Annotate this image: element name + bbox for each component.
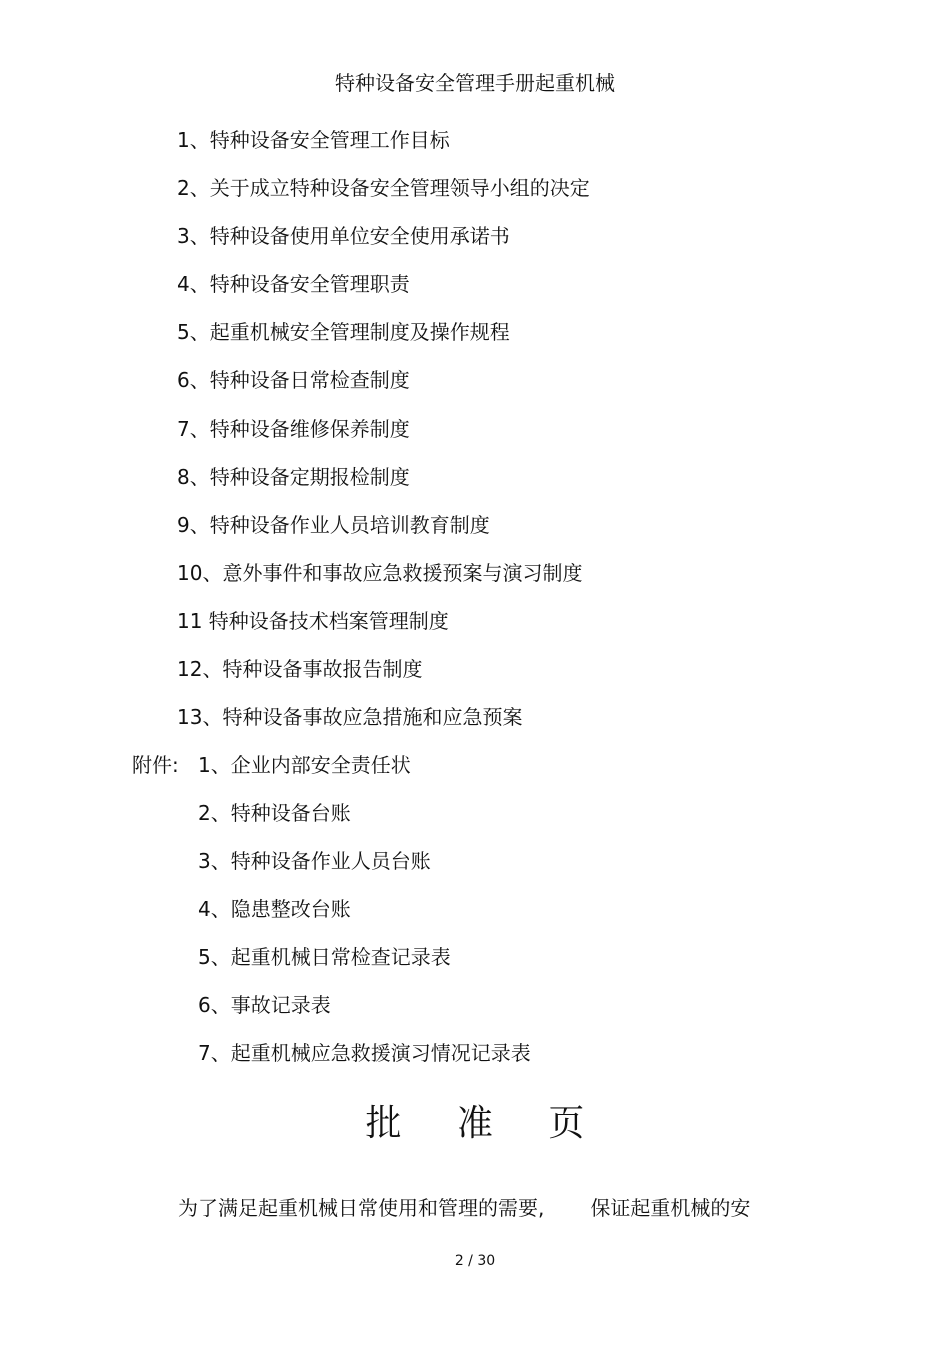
toc-item: 7、特种设备维修保养制度 [177, 417, 410, 441]
appendix-item: 5、起重机械日常检查记录表 [198, 945, 451, 969]
toc-item: 5、起重机械安全管理制度及操作规程 [177, 320, 510, 344]
appendix-item: 7、起重机械应急救援演习情况记录表 [198, 1041, 531, 1065]
toc-item: 11 特种设备技术档案管理制度 [177, 609, 449, 633]
toc-item: 9、特种设备作业人员培训教育制度 [177, 513, 490, 537]
appendix-item: 4、隐患整改台账 [198, 897, 351, 921]
toc-item: 12、特种设备事故报告制度 [177, 657, 423, 681]
toc-item: 1、特种设备安全管理工作目标 [177, 128, 450, 152]
document-header-title: 特种设备安全管理手册起重机械 [335, 71, 615, 95]
toc-item: 3、特种设备使用单位安全使用承诺书 [177, 224, 510, 248]
appendix-item: 2、特种设备台账 [198, 801, 351, 825]
approval-page-title: 批 准 页 [365, 1103, 607, 1144]
appendix-item: 6、事故记录表 [198, 993, 331, 1017]
appendix-item: 1、企业内部安全责任状 [198, 753, 411, 777]
toc-item: 6、特种设备日常检查制度 [177, 368, 410, 392]
toc-item: 10、意外事件和事故应急救援预案与演习制度 [177, 561, 583, 585]
toc-item: 8、特种设备定期报检制度 [177, 465, 410, 489]
approval-body-text [178, 1196, 750, 1220]
approval-body-text-part: 为了满足起重机械日常使用和管理的需要, [178, 1196, 545, 1220]
toc-item: 2、关于成立特种设备安全管理领导小组的决定 [177, 176, 590, 200]
toc-item: 13、特种设备事故应急措施和应急预案 [177, 705, 523, 729]
appendix-item: 3、特种设备作业人员台账 [198, 849, 431, 873]
page-number: 2 / 30 [454, 1253, 496, 1269]
approval-body-text-part: 保证起重机械的安 [590, 1196, 751, 1220]
appendix-label: 附件: [132, 753, 179, 777]
toc-item: 4、特种设备安全管理职责 [177, 272, 410, 296]
